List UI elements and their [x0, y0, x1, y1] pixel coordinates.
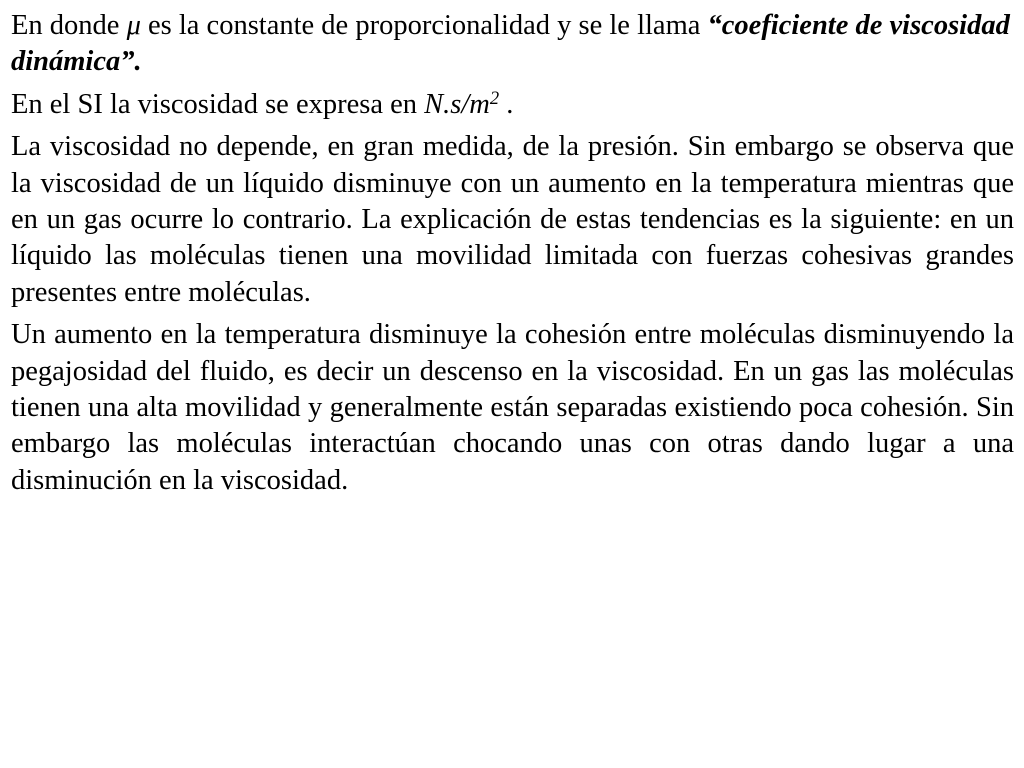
si-unit: N.s/m — [424, 88, 490, 120]
definition-paragraph — [11, 8, 1014, 81]
units-paragraph — [11, 87, 1014, 123]
units-text: En el SI la viscosidad se expresa en — [11, 88, 425, 120]
units-text-end: . — [499, 88, 514, 120]
pressure-paragraph: La viscosidad no depende, en gran medida, de la presión. Sin embargo se observa que la viscosidad de un líquido disminuye con un aumento en la temperatura mientras que en un gas ocurre lo contrario. La explicación de estas tendencias es la siguiente: en un líquido las moléculas tienen una movilidad limitada con fuerzas cohesivas grandes presentes entre moléculas. — [11, 131, 1014, 308]
definition-text-start: En donde — [11, 10, 127, 41]
definition-text-middle: es la constante de proporcionalidad y se le llama — [140, 10, 708, 41]
slide-content — [11, 8, 1014, 499]
mu-symbol: μ — [126, 10, 141, 41]
si-unit-exponent: 2 — [489, 88, 500, 110]
temperature-paragraph: Un aumento en la temperatura disminuye la cohesión entre moléculas disminuyendo la pegajosidad del fluido, es decir un descenso en la viscosidad. En un gas las moléculas tienen una alta movilidad y generalmente están separadas existiendo poca cohesión. Sin embargo las moléculas interactúan chocando unas con otras dando lugar a una disminución en la viscosidad. — [11, 319, 1014, 496]
dynamic-viscosity-term: “coeficiente de viscosidad dinámica”. — [11, 10, 1010, 78]
